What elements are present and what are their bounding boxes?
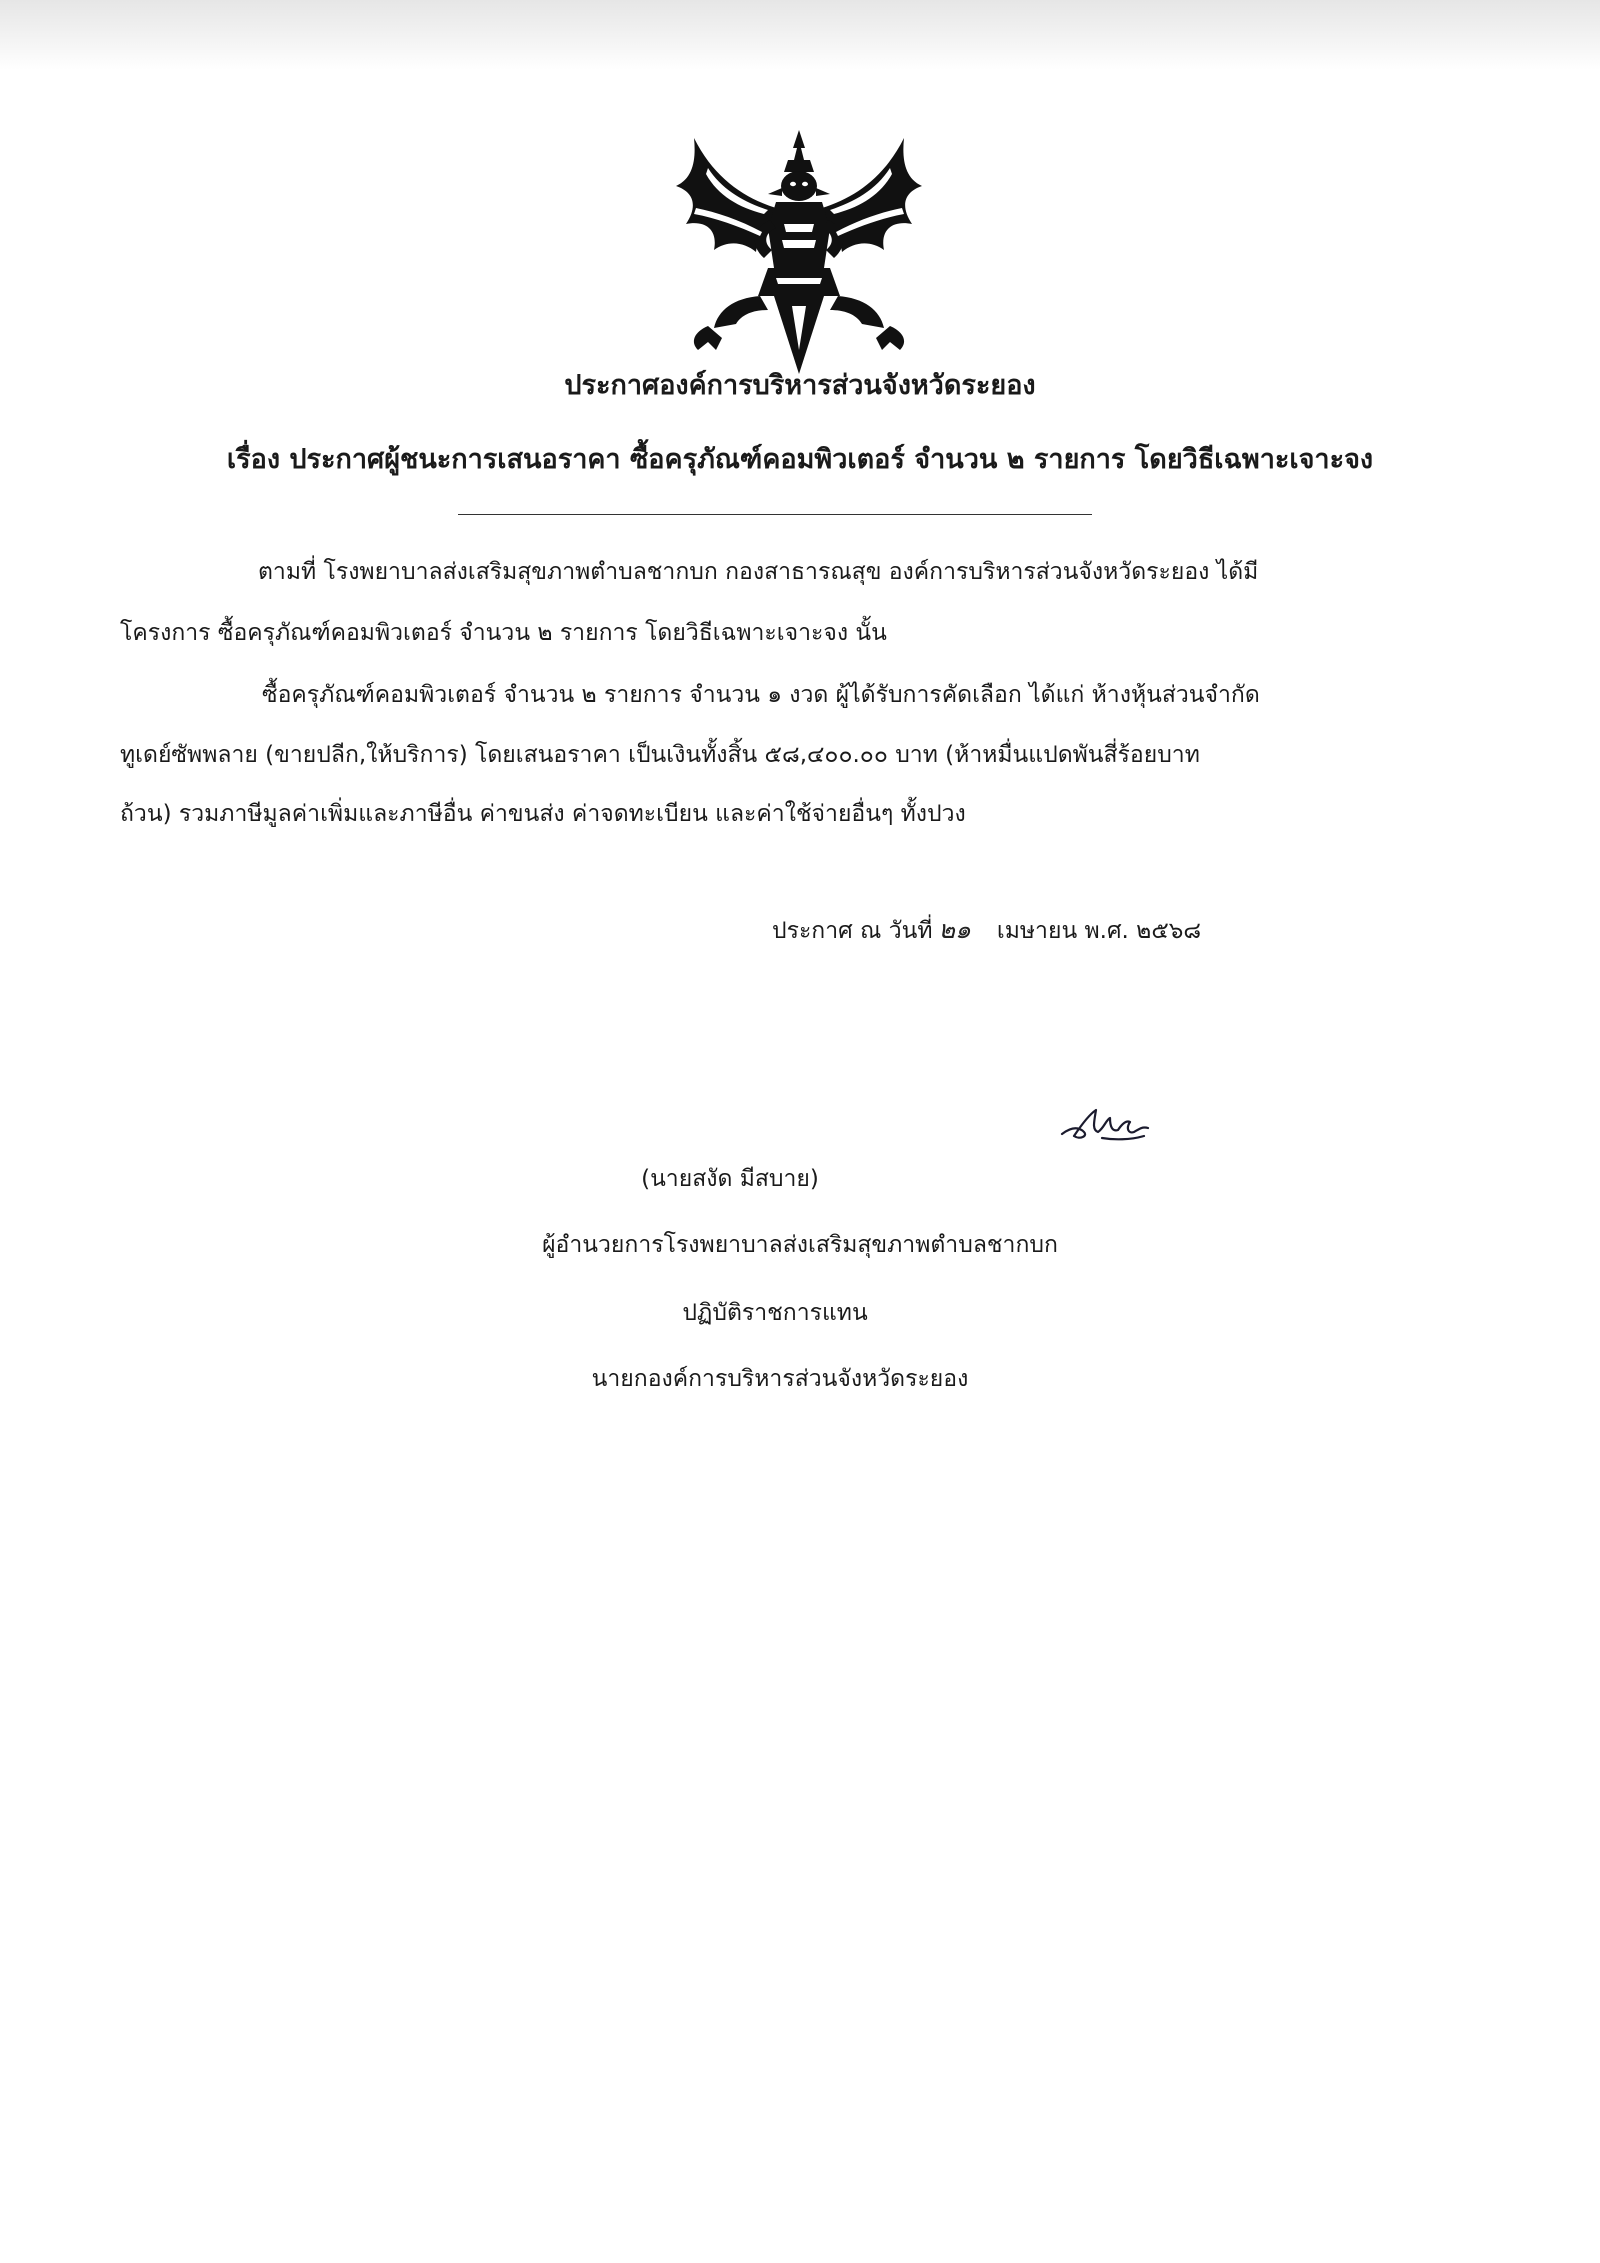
acting-on-behalf: ปฏิบัติราชการแทน	[682, 1300, 868, 1326]
paragraph-1-line-2: โครงการ ซื้อครุภัณฑ์คอมพิวเตอร์ จำนวน ๒ รายการ โดยวิธีเฉพาะเจาะจง นั้น	[120, 620, 887, 646]
signer-name: (นายสงัด มีสบาย)	[641, 1166, 819, 1192]
announcement-subject: เรื่อง ประกาศผู้ชนะการเสนอราคา ซื้อครุภัณฑ์คอมพิวเตอร์ จำนวน ๒ รายการ โดยวิธีเฉพาะเจาะจง	[226, 444, 1374, 475]
garuda-emblem	[664, 128, 934, 378]
paragraph-2-line-2: ทูเดย์ซัพพลาย (ขายปลีก,ให้บริการ) โดยเสนอราคา เป็นเงินทั้งสิ้น ๕๘,๔๐๐.๐๐ บาท (ห้าหมื่นแปดพันสี่ร้อยบาท	[120, 742, 1200, 768]
signer-position: ผู้อำนวยการโรงพยาบาลส่งเสริมสุขภาพตำบลชากบก	[542, 1232, 1058, 1258]
divider-line	[458, 514, 1092, 515]
date-month-year: เมษายน พ.ศ. ๒๕๖๘	[996, 918, 1202, 944]
signer-organization: นายกองค์การบริหารส่วนจังหวัดระยอง	[591, 1366, 969, 1392]
paragraph-2-line-3: ถ้วน) รวมภาษีมูลค่าเพิ่มและภาษีอื่น ค่าขนส่ง ค่าจดทะเบียน และค่าใช้จ่ายอื่นๆ ทั้งปวง	[120, 801, 966, 827]
announcement-title: ประกาศองค์การบริหารส่วนจังหวัดระยอง	[564, 370, 1036, 401]
date-day-handwritten: ๒๑	[938, 915, 971, 944]
announcement-date	[772, 913, 1201, 948]
scan-shadow	[0, 0, 1600, 70]
paragraph-2-line-1: ซื้อครุภัณฑ์คอมพิวเตอร์ จำนวน ๒ รายการ จำนวน ๑ งวด ผู้ได้รับการคัดเลือก ได้แก่ ห้างหุ้นส่วนจำกัด	[262, 682, 1260, 708]
handwritten-signature	[1056, 1098, 1156, 1148]
paragraph-1-line-1: ตามที่ โรงพยาบาลส่งเสริมสุขภาพตำบลชากบก กองสาธารณสุข องค์การบริหารส่วนจังหวัดระยอง ได้มี	[258, 559, 1259, 585]
date-prefix: ประกาศ ณ วันที่	[772, 918, 933, 944]
